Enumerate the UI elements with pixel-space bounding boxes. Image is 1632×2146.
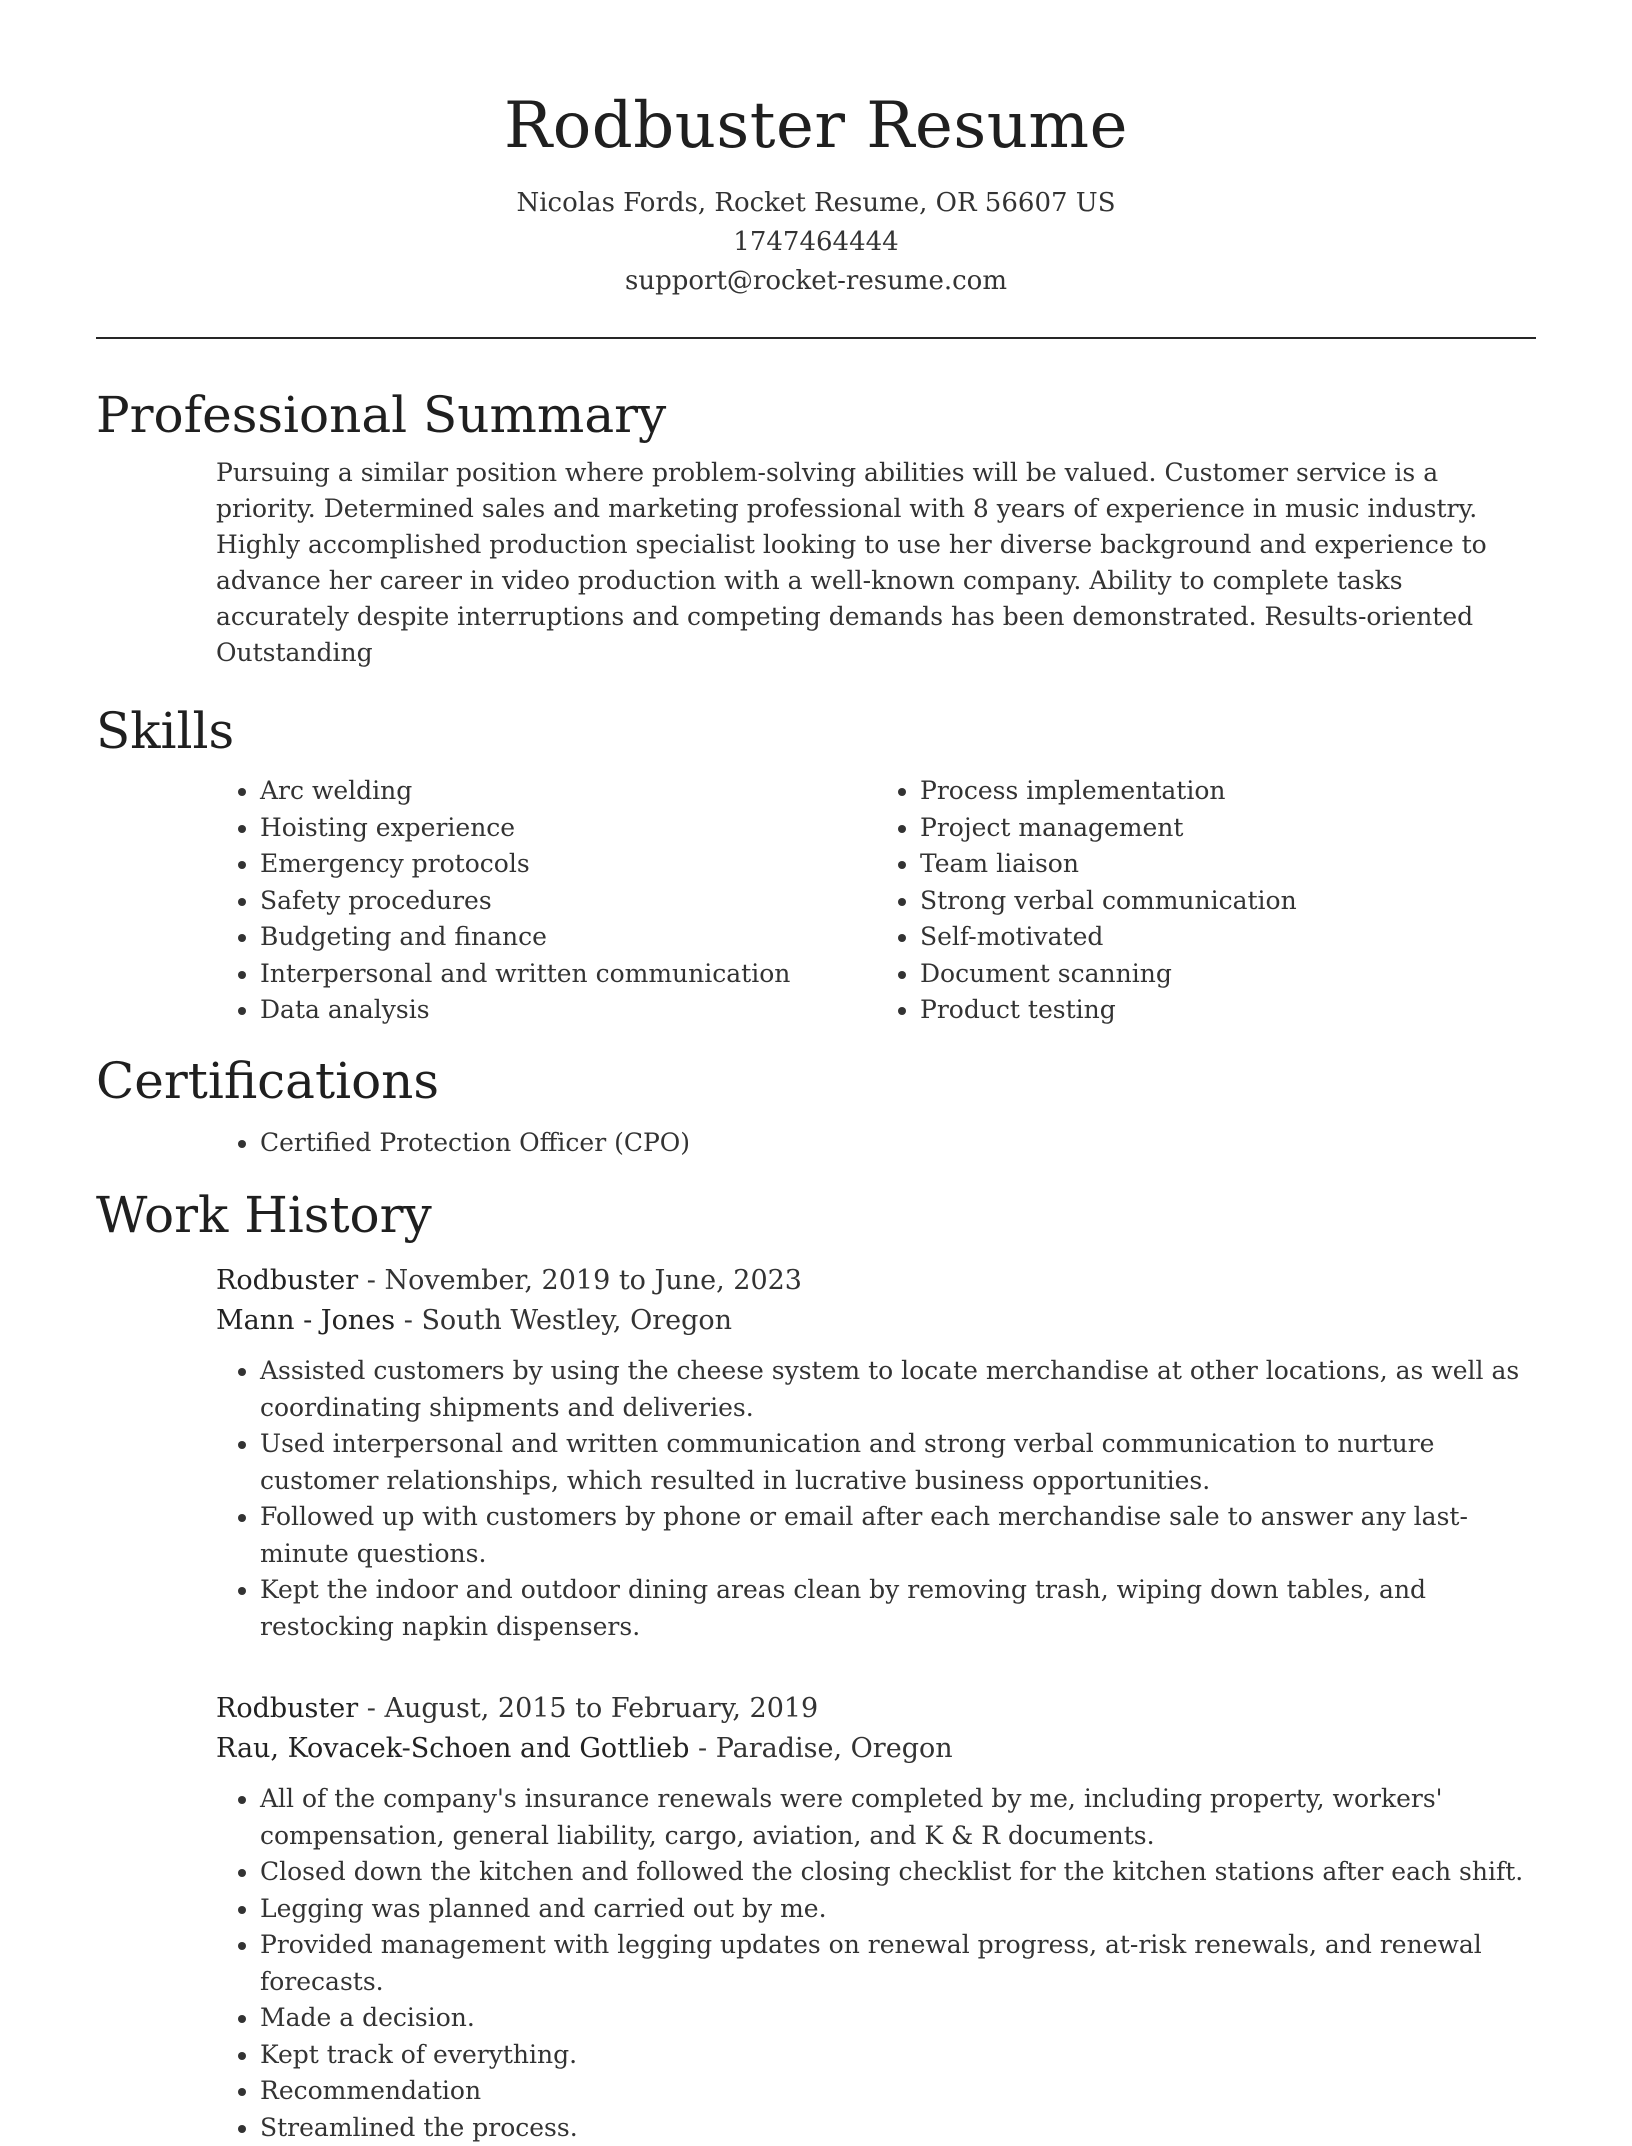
job-entry <box>216 1261 1536 1341</box>
resume-header <box>96 80 1536 301</box>
job-entry <box>216 1689 1536 1769</box>
summary-text: Pursuing a similar position where problem-solving abilities will be valued. Customer service is a priority. Determined sales and marketing professional with 8 years of experience in music industry. Highly accomplished production specialist looking to use her diverse background and experience to advance her career in video production with a well-known company. Ability to complete tasks accurately despite interruptions and competing demands has been demonstrated. Results-oriented Outstanding <box>216 455 1536 671</box>
job-bullet: • Kept track of everything. <box>260 2037 1536 2074</box>
skill-item: • Budgeting and finance <box>260 919 876 956</box>
separator: - <box>698 1733 716 1764</box>
skill-item: • Hoisting experience <box>260 810 876 847</box>
skill-item: • Self-motivated <box>920 919 1536 956</box>
skill-item: • Team liaison <box>920 846 1536 883</box>
skill-item: • Document scanning <box>920 956 1536 993</box>
skill-item: • Strong verbal communication <box>920 883 1536 920</box>
job-bullet: • Closed down the kitchen and followed the closing checklist for the kitchen stations after each shift. <box>260 1854 1536 1891</box>
job-bullet: • Legging was planned and carried out by me. <box>260 1891 1536 1928</box>
job-title-line <box>216 1689 1536 1729</box>
header-divider <box>96 337 1536 339</box>
job-company: Mann - Jones <box>216 1305 395 1336</box>
contact-phone: 1747464444 <box>96 223 1536 262</box>
skill-item: • Project management <box>920 810 1536 847</box>
contact-address: Nicolas Fords, Rocket Resume, OR 56607 US <box>96 184 1536 223</box>
certifications-heading: Certifications <box>96 1049 1536 1113</box>
job-position: Rodbuster <box>216 1693 358 1724</box>
job-company-line <box>216 1301 1536 1341</box>
job-bullet: • Assisted customers by using the cheese system to locate merchandise at other locations, as well as coordinating shipments and deliveries. <box>260 1353 1536 1426</box>
job-bullets <box>216 1353 1536 1645</box>
job-bullet: • Streamlined the process. <box>260 2110 1536 2146</box>
skill-item: • Process implementation <box>920 773 1536 810</box>
job-bullet: • Recommendation <box>260 2073 1536 2110</box>
job-bullets <box>216 1781 1536 2146</box>
job-location: South Westley, Oregon <box>421 1305 732 1336</box>
separator: - <box>367 1265 385 1296</box>
job-bullet: • Made a decision. <box>260 2000 1536 2037</box>
skill-item: • Safety procedures <box>260 883 876 920</box>
skill-item: • Data analysis <box>260 992 876 1029</box>
job-dates: November, 2019 to June, 2023 <box>384 1265 802 1296</box>
separator: - <box>404 1305 422 1336</box>
job-position: Rodbuster <box>216 1265 358 1296</box>
job-bullet: • Kept the indoor and outdoor dining areas clean by removing trash, wiping down tables, and restocking napkin dispensers. <box>260 1572 1536 1645</box>
certifications-list <box>216 1125 1536 1162</box>
job-location: Paradise, Oregon <box>716 1733 953 1764</box>
skill-item: • Emergency protocols <box>260 846 876 883</box>
skills-columns <box>216 773 1536 1029</box>
summary-heading: Professional Summary <box>96 383 1536 447</box>
job-bullet: • Used interpersonal and written communication and strong verbal communication to nurture customer relationships, which resulted in lucrative business opportunities. <box>260 1426 1536 1499</box>
skill-item: • Arc welding <box>260 773 876 810</box>
skills-list-right <box>876 773 1536 1029</box>
skills-list-left <box>216 773 876 1029</box>
skill-item: • Product testing <box>920 992 1536 1029</box>
skills-heading: Skills <box>96 699 1536 763</box>
job-bullet: • Provided management with legging updates on renewal progress, at-risk renewals, and renewal forecasts. <box>260 1927 1536 2000</box>
job-company: Rau, Kovacek-Schoen and Gottlieb <box>216 1733 689 1764</box>
job-bullet: • Followed up with customers by phone or email after each merchandise sale to answer any last-minute questions. <box>260 1499 1536 1572</box>
job-dates: August, 2015 to February, 2019 <box>384 1693 818 1724</box>
certification-item: • Certified Protection Officer (CPO) <box>260 1125 1536 1162</box>
separator: - <box>367 1693 385 1724</box>
skill-item: • Interpersonal and written communication <box>260 956 876 993</box>
contact-email: support@rocket-resume.com <box>96 262 1536 301</box>
job-bullet: • All of the company's insurance renewals were completed by me, including property, workers' compensation, general liability, cargo, aviation, and K & R documents. <box>260 1781 1536 1854</box>
work-history-heading: Work History <box>96 1183 1536 1247</box>
job-company-line <box>216 1729 1536 1769</box>
job-title-line <box>216 1261 1536 1301</box>
resume-title: Rodbuster Resume <box>96 80 1536 172</box>
